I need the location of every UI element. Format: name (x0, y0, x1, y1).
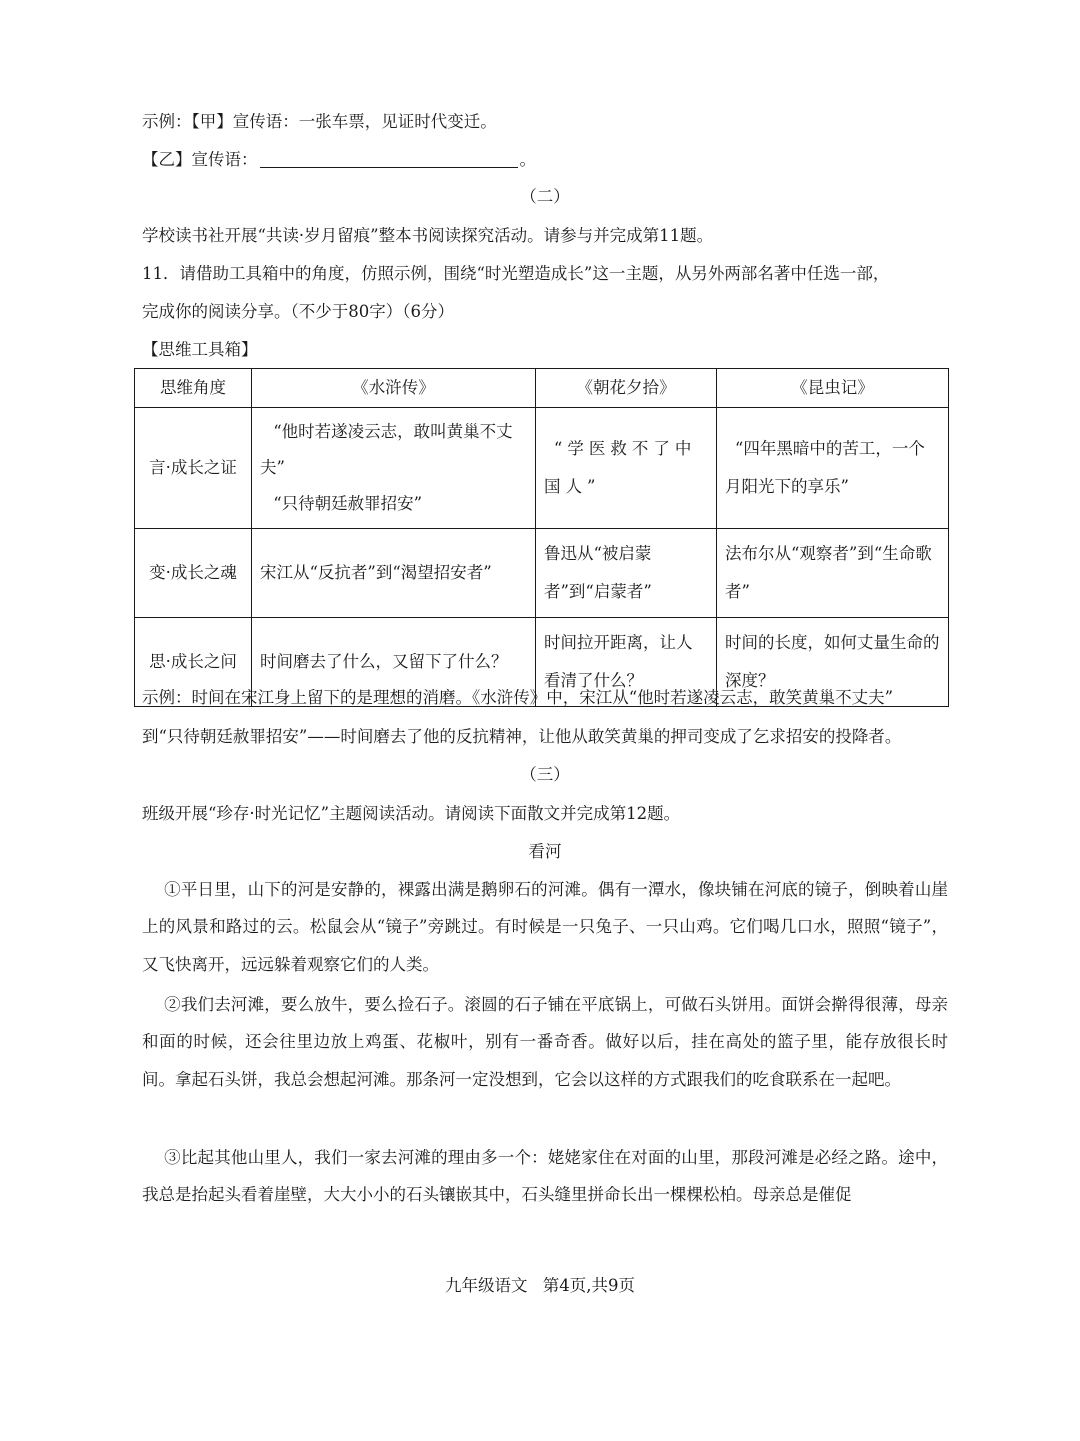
essay-paragraph-1 (142, 871, 948, 983)
table-cell: 宋江从“反抗者”到“渴望招安者” (252, 529, 536, 618)
table-row (135, 408, 949, 529)
paragraph-text: ①平日里，山下的河是安静的，裸露出满是鹅卵石的河滩。偶有一潭水，像块铺在河底的镜子，倒映着山崖上的风景和路过的云。松鼠会从“镜子”旁跳过。有时候是一只兔子、一只山鸡。它们喝几口水，照照“镜子”，又飞快离开，远远躲着观察它们的人类。 (142, 880, 948, 974)
table-cell: 时间的长度，如何丈量生命的深度？ (717, 618, 949, 707)
section-2-heading: （二） (520, 187, 570, 206)
table-header-zhaohua: 《朝花夕拾》 (536, 369, 717, 408)
section-3-intro: 班级开展“珍存·时光记忆”主题阅读活动。请阅读下面散文并完成第12题。 (142, 804, 681, 823)
essay-paragraph-3 (142, 1139, 948, 1214)
table-cell: “四年黑暗中的苦工，一个月阳光下的享乐” (717, 408, 949, 529)
row-label: 思·成长之问 (135, 618, 252, 707)
question-11-line-1: 11．请借助工具箱中的角度，仿照示例，围绕“时光塑造成长”这一主题，从另外两部名著中任选一部， (142, 264, 890, 283)
table-header-shuihu: 《水浒传》 (252, 369, 536, 408)
table-cell: 鲁迅从“被启蒙者”到“启蒙者” (536, 529, 717, 618)
yi-slogan-end: 。 (519, 150, 536, 169)
essay-paragraph-2 (142, 986, 948, 1098)
table-cell (252, 408, 536, 529)
example-answer-line-2: 到“只待朝廷赦罪招安”——时间磨去了他的反抗精神，让他从敢笑黄巢的押司变成了乞求招安的投降者。 (142, 727, 902, 746)
row-label: 言·成长之证 (135, 408, 252, 529)
question-11-line-2: 完成你的阅读分享。（不少于80字）（6分） (142, 302, 454, 321)
footer-page-number: 第4页,共9页 (542, 1276, 635, 1295)
thinking-toolbox-table (134, 368, 949, 707)
essay-title: 看河 (528, 842, 562, 861)
table-cell: 法布尔从“观察者”到“生命歌者” (717, 529, 949, 618)
table-cell: 时间拉开距离，让人看清了什么？ (536, 618, 717, 707)
example-answer-line-1: 示例：时间在宋江身上留下的是理想的消磨。《水浒传》中，宋江从“他时若遂凌云志，敢笑黄巢不丈夫” (142, 688, 894, 707)
example-slogan-line: 示例：【甲】宣传语：一张车票，见证时代变迁。 (142, 112, 497, 131)
section-3-heading: （三） (520, 765, 570, 784)
quote-text: “他时若遂凌云志，敢叫黄巢不丈夫” (260, 422, 513, 477)
table-header-angle: 思维角度 (135, 369, 252, 408)
table-cell: “学医救不了中国人” (536, 408, 717, 529)
table-header-row (135, 369, 949, 408)
footer-subject: 九年级语文 (445, 1276, 528, 1295)
section-2-intro: 学校读书社开展“共读·岁月留痕”整本书阅读探究活动。请参与并完成第11题。 (142, 226, 714, 245)
toolbox-title: 【思维工具箱】 (142, 340, 258, 359)
yi-slogan-label: 【乙】宣传语： (142, 150, 258, 169)
row-label: 变·成长之魂 (135, 529, 252, 618)
table-row (135, 529, 949, 618)
yi-slogan-line (142, 150, 536, 170)
table-header-kunchong: 《昆虫记》 (717, 369, 949, 408)
quote-text: “只待朝廷赦罪招安” (273, 494, 423, 513)
answer-blank (260, 151, 518, 168)
paragraph-text: ③比起其他山里人，我们一家去河滩的理由多一个：姥姥家住在对面的山里，那段河滩是必经之路。途中，我总是抬起头看着崖壁，大大小小的石头镶嵌其中，石头缝里拼命长出一棵棵松柏。母亲总是催促 (142, 1148, 948, 1205)
table-cell: 时间磨去了什么，又留下了什么？ (252, 618, 536, 707)
paragraph-text: ②我们去河滩，要么放牛，要么捡石子。滚圆的石子铺在平底锅上，可做石头饼用。面饼会擀得很薄，母亲和面的时候，还会往里边放上鸡蛋、花椒叶，别有一番奇香。做好以后，挂在高处的篮子里，能存放很长时间。拿起石头饼，我总会想起河滩。那条河一定没想到，它会以这样的方式跟我们的吃食联系在一起吧。 (142, 995, 948, 1089)
page-footer (0, 1272, 1080, 1296)
